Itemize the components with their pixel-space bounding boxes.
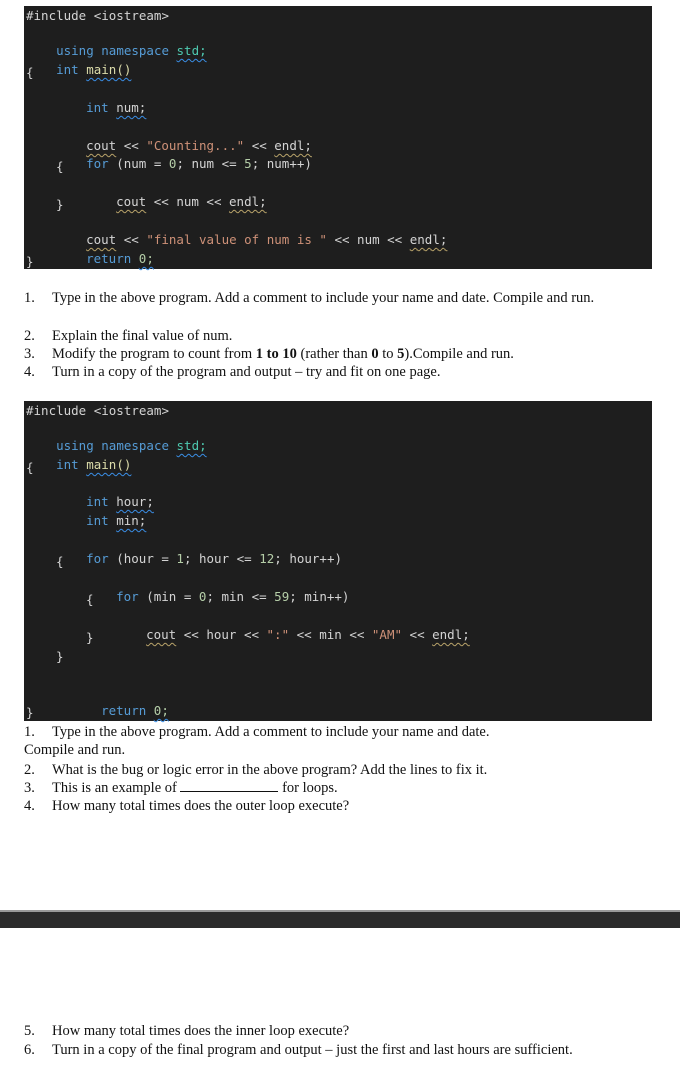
code-line-close-brace: } bbox=[26, 254, 34, 269]
code-line-main: int main() bbox=[56, 62, 132, 77]
code-line-for: for (num = 0; num <= 5; num++) bbox=[86, 156, 312, 171]
question-1-4: 4. Turn in a copy of the program and output – try and fit on one page. bbox=[24, 364, 441, 380]
code-line-for-min-close: } bbox=[86, 630, 94, 645]
code-line-return: return 0; bbox=[101, 703, 169, 718]
code-line-for-close: } bbox=[56, 197, 64, 212]
question-1-3: 3. Modify the program to count from 1 to 10 (rather than 0 to 5).Compile and run. bbox=[24, 346, 514, 362]
code-line-namespace: using namespace std; bbox=[56, 438, 207, 453]
code-line-cout-counting: cout << "Counting..." << endl; bbox=[86, 138, 312, 153]
question-2-6: 6. Turn in a copy of the final program and output – just the first and last hours are sufficient. bbox=[24, 1042, 573, 1058]
code-line-cout-time: cout << hour << ":" << min << "AM" << endl; bbox=[146, 627, 470, 642]
question-1-1: 1. Type in the above program. Add a comment to include your name and date. Compile and run. bbox=[24, 290, 595, 306]
code-line-open-brace: { bbox=[26, 460, 34, 475]
code-line-for-hour-open: { bbox=[56, 554, 64, 569]
code-line-decl-hour: int hour; bbox=[86, 494, 154, 509]
code-line-main: int main() bbox=[56, 457, 132, 472]
code-line-open-brace: { bbox=[26, 65, 34, 80]
code-block-clock bbox=[24, 401, 652, 721]
code-line-cout-num: cout << num << endl; bbox=[116, 194, 267, 209]
code-line-include: #include <iostream> bbox=[26, 403, 169, 418]
code-line-return: return 0; bbox=[86, 251, 154, 266]
code-line-decl-num: int num; bbox=[86, 100, 147, 115]
question-2-4: 4. How many total times does the outer loop execute? bbox=[24, 798, 350, 814]
question-2-3: 3. This is an example of for loops. bbox=[24, 780, 338, 796]
question-1-2: 2. Explain the final value of num. bbox=[24, 328, 233, 344]
code-line-cout-final: cout << "final value of num is " << num << endl; bbox=[86, 232, 448, 247]
question-2-5: 5. How many total times does the inner loop execute? bbox=[24, 1023, 350, 1039]
code-block-counting bbox=[24, 6, 652, 269]
code-line-decl-min: int min; bbox=[86, 513, 147, 528]
question-2-1: 1. Type in the above program. Add a comment to include your name and date. Compile and run. bbox=[24, 724, 490, 758]
code-line-for-min: for (min = 0; min <= 59; min++) bbox=[116, 589, 350, 604]
code-line-for-min-open: { bbox=[86, 592, 94, 607]
code-line-include: #include <iostream> bbox=[26, 8, 169, 23]
code-line-for-open: { bbox=[56, 159, 64, 174]
page-break-divider bbox=[0, 910, 680, 928]
code-line-for-hour: for (hour = 1; hour <= 12; hour++) bbox=[86, 551, 343, 566]
code-line-for-hour-close: } bbox=[56, 649, 64, 664]
answer-blank[interactable] bbox=[180, 779, 278, 792]
code-line-namespace: using namespace std; bbox=[56, 43, 207, 58]
code-line-close-brace: } bbox=[26, 705, 34, 720]
question-2-2: 2. What is the bug or logic error in the above program? Add the lines to fix it. bbox=[24, 762, 488, 778]
